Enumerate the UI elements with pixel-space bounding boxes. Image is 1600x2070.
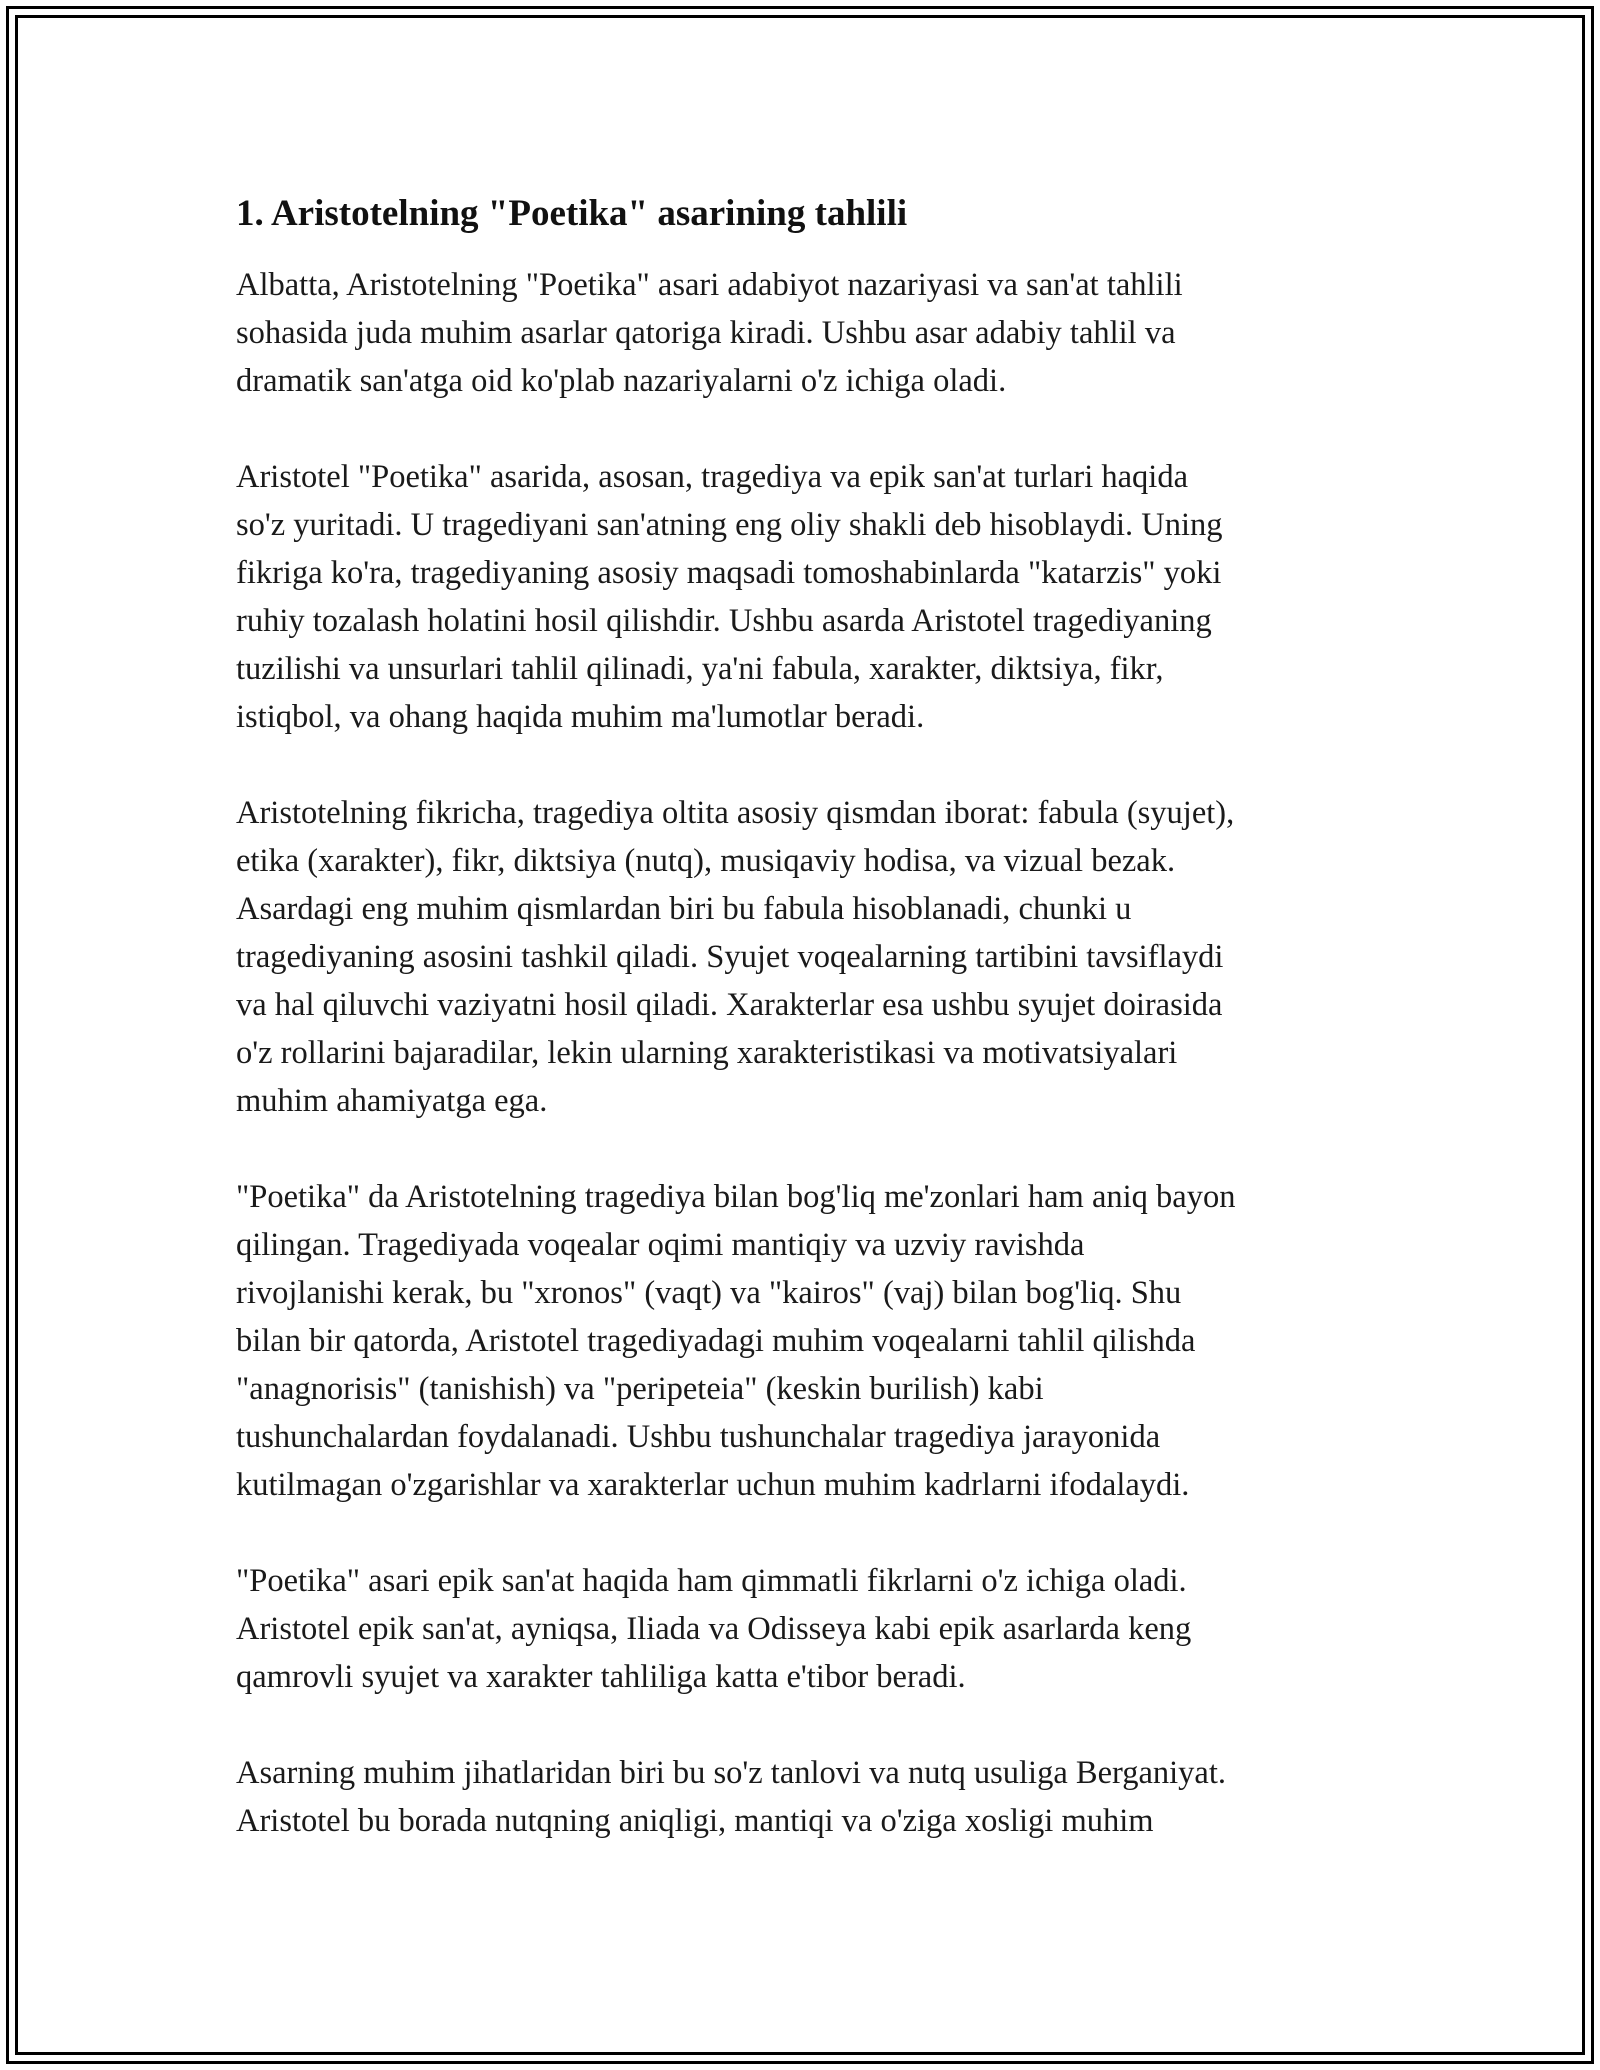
- section-title: 1. Aristotelning "Poetika" asarining tahlili: [236, 193, 908, 234]
- text-line: "anagnorisis" (tanishish) va "peripeteia" (keskin burilish) kabi: [236, 1371, 1044, 1407]
- text-line: "Poetika" da Aristotelning tragediya bilan bog'liq me'zonlari ham aniq bayon: [236, 1179, 1236, 1215]
- text-line: dramatik san'atga oid ko'plab nazariyalarni o'z ichiga oladi.: [236, 363, 1007, 399]
- paragraph-4: [236, 1173, 1386, 1509]
- text-line: istiqbol, va ohang haqida muhim ma'lumotlar beradi.: [236, 699, 925, 735]
- text-line: Albatta, Aristotelning "Poetika" asari adabiyot nazariyasi va san'at tahlili: [236, 267, 1183, 303]
- text-line: Asarning muhim jihatlaridan biri bu so'z tanlovi va nutq usuliga Berganiyat.: [236, 1755, 1227, 1791]
- text-line: o'z rollarini bajaradilar, lekin ularning xarakteristikasi va motivatsiyalari: [236, 1035, 1178, 1071]
- text-line: qamrovli syujet va xarakter tahliliga katta e'tibor beradi.: [236, 1659, 966, 1695]
- paragraph-5: [236, 1557, 1386, 1701]
- text-line: Aristotel "Poetika" asarida, asosan, tragediya va epik san'at turlari haqida: [236, 459, 1189, 495]
- text-line: muhim ahamiyatga ega.: [236, 1083, 548, 1119]
- text-line: Aristotelning fikricha, tragediya oltita asosiy qismdan iborat: fabula (syujet),: [236, 795, 1235, 831]
- paragraph-3: [236, 789, 1386, 1125]
- text-line: Asardagi eng muhim qismlardan biri bu fabula hisoblanadi, chunki u: [236, 891, 1132, 927]
- text-line: kutilmagan o'zgarishlar va xarakterlar uchun muhim kadrlarni ifodalaydi.: [236, 1467, 1190, 1503]
- text-line: so'z yuritadi. U tragediyani san'atning eng oliy shakli deb hisoblaydi. Uning: [236, 507, 1223, 543]
- text-line: Aristotel epik san'at, ayniqsa, Iliada va Odisseya kabi epik asarlarda keng: [236, 1611, 1192, 1647]
- text-line: rivojlanishi kerak, bu "xronos" (vaqt) va "kairos" (vaj) bilan bog'liq. Shu: [236, 1275, 1182, 1311]
- paragraph-1: [236, 261, 1386, 405]
- paragraph-2: [236, 453, 1386, 741]
- text-line: bilan bir qatorda, Aristotel tragediyadagi muhim voqealarni tahlil qilishda: [236, 1323, 1196, 1359]
- text-line: etika (xarakter), fikr, diktsiya (nutq), musiqaviy hodisa, va vizual bezak.: [236, 843, 1176, 879]
- text-line: "Poetika" asari epik san'at haqida ham qimmatli fikrlarni o'z ichiga oladi.: [236, 1563, 1187, 1599]
- text-line: tragediyaning asosini tashkil qiladi. Syujet voqealarning tartibini tavsiflaydi: [236, 939, 1224, 975]
- text-line: va hal qiluvchi vaziyatni hosil qiladi. Xarakterlar esa ushbu syujet doirasida: [236, 987, 1223, 1023]
- document-body: [236, 186, 1386, 1893]
- text-line: fikriga ko'ra, tragediyaning asosiy maqsadi tomoshabinlarda "katarzis" yoki: [236, 555, 1222, 591]
- text-line: ruhiy tozalash holatini hosil qilishdir. Ushbu asarda Aristotel tragediyaning: [236, 603, 1212, 639]
- text-line: Aristotel bu borada nutqning aniqligi, mantiqi va o'ziga xosligi muhim: [236, 1803, 1154, 1839]
- paragraph-6: [236, 1749, 1386, 1845]
- text-line: tushunchalardan foydalanadi. Ushbu tushunchalar tragediya jarayonida: [236, 1419, 1161, 1455]
- text-line: tuzilishi va unsurlari tahlil qilinadi, ya'ni fabula, xarakter, diktsiya, fikr,: [236, 651, 1164, 687]
- text-line: qilingan. Tragediyada voqealar oqimi mantiqiy va uzviy ravishda: [236, 1227, 1085, 1263]
- text-line: sohasida juda muhim asarlar qatoriga kiradi. Ushbu asar adabiy tahlil va: [236, 315, 1176, 351]
